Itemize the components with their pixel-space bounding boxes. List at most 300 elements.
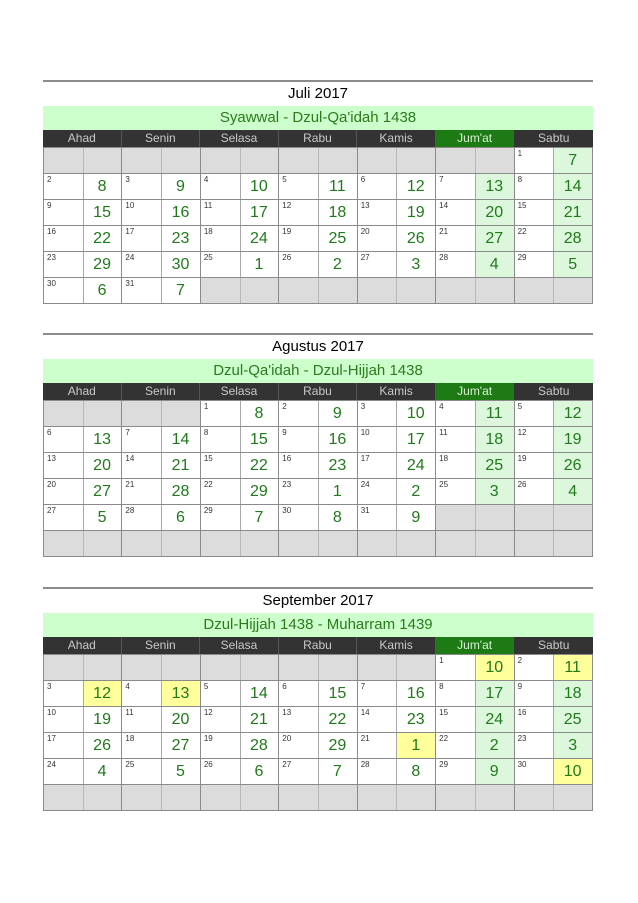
hijri-day: 18: [328, 204, 347, 221]
gregorian-day: 23: [47, 253, 56, 262]
hijri-day: 26: [563, 457, 582, 474]
gregorian-day: 20: [360, 227, 370, 236]
gregorian-day: 5: [282, 175, 287, 184]
gregorian-day: 19: [517, 454, 527, 463]
hijri-day: 19: [93, 711, 111, 728]
hijri-day: 11: [329, 178, 346, 195]
empty-day-cell: [279, 278, 357, 304]
gregorian-day: 23: [517, 734, 527, 743]
empty-day-cell: [201, 655, 279, 681]
hijri-day: 20: [485, 204, 504, 221]
gregorian-day: 21: [360, 734, 370, 743]
day-cell: [358, 759, 436, 785]
day-cell: [279, 453, 357, 479]
day-cell: [436, 226, 514, 252]
hijri-day: 25: [485, 457, 504, 474]
hijri-day: 8: [97, 178, 107, 195]
day-cell: [436, 174, 514, 200]
hijri-day: 28: [563, 230, 582, 247]
empty-day-cell: [515, 278, 593, 304]
day-cell: [358, 427, 436, 453]
hijri-day: 21: [171, 457, 190, 474]
day-cell: [201, 681, 279, 707]
gregorian-day: 23: [282, 480, 292, 489]
hijri-day: 13: [93, 431, 111, 448]
day-cell: [44, 733, 122, 759]
day-cell: [279, 505, 357, 531]
gregorian-day: 26: [203, 760, 213, 769]
day-cell: [44, 278, 122, 304]
gregorian-day: 3: [125, 175, 130, 184]
weekday-1: Senin: [122, 130, 201, 147]
hijri-day: 4: [568, 483, 578, 500]
hijri-day: 7: [568, 152, 578, 169]
day-cell: [279, 759, 357, 785]
empty-day-cell: [279, 655, 357, 681]
hijri-day: 20: [93, 457, 111, 474]
calendar-september: [43, 587, 593, 811]
hijri-day: 25: [563, 711, 582, 728]
empty-day-cell: [122, 655, 200, 681]
day-cell: [201, 174, 279, 200]
calendar-july: [43, 80, 593, 304]
day-cell: [515, 174, 593, 200]
day-cell: [436, 681, 514, 707]
gregorian-day: 13: [47, 454, 56, 463]
empty-day-cell: [436, 505, 514, 531]
day-grid: [43, 147, 593, 304]
hijri-title: Dzul-Qa'idah - Dzul-Hijjah 1438: [43, 359, 593, 383]
hijri-day: 5: [97, 509, 107, 526]
day-cell: [436, 200, 514, 226]
hijri-day: 22: [328, 711, 347, 728]
day-cell: [279, 226, 357, 252]
day-cell: [436, 759, 514, 785]
day-cell: [358, 252, 436, 278]
empty-day-cell: [44, 148, 122, 174]
gregorian-day: 12: [282, 201, 292, 210]
hijri-day: 2: [411, 483, 421, 500]
day-cell: [358, 505, 436, 531]
empty-day-cell: [515, 505, 593, 531]
day-cell: [515, 479, 593, 505]
empty-day-cell: [201, 785, 279, 811]
weekday-header: [43, 383, 593, 400]
day-cell: [515, 200, 593, 226]
day-cell: [279, 707, 357, 733]
gregorian-day: 7: [360, 682, 366, 691]
hijri-day: 2: [332, 256, 342, 273]
hijri-day: 10: [563, 763, 582, 780]
hijri-day: 18: [563, 685, 582, 702]
day-cell: [44, 707, 122, 733]
day-cell: [515, 759, 593, 785]
hijri-day: 8: [254, 405, 264, 422]
day-cell: [358, 453, 436, 479]
gregorian-day: 3: [360, 402, 366, 411]
gregorian-day: 10: [47, 708, 56, 717]
weekday-0: Ahad: [43, 383, 122, 400]
hijri-day: 16: [171, 204, 190, 221]
hijri-day: 29: [93, 256, 111, 273]
gregorian-day: 19: [203, 734, 213, 743]
day-cell: [436, 252, 514, 278]
gregorian-day: 11: [125, 708, 134, 717]
day-cell: [279, 479, 357, 505]
day-cell: [436, 655, 514, 681]
gregorian-day: 8: [517, 175, 523, 184]
hijri-day: 5: [176, 763, 185, 780]
gregorian-day: 8: [203, 428, 209, 437]
day-cell: [122, 200, 200, 226]
day-cell: [122, 453, 200, 479]
hijri-day: 27: [171, 737, 190, 754]
hijri-day: 6: [97, 282, 107, 299]
hijri-day: 21: [250, 711, 268, 728]
gregorian-day: 19: [282, 227, 292, 236]
gregorian-day: 24: [360, 480, 370, 489]
gregorian-day: 21: [439, 227, 449, 236]
empty-day-cell: [122, 785, 200, 811]
gregorian-day: 7: [125, 428, 130, 437]
hijri-day: 23: [406, 711, 425, 728]
hijri-day: 4: [97, 763, 107, 780]
empty-day-cell: [515, 785, 593, 811]
hijri-day: 1: [254, 256, 264, 273]
weekday-3: Rabu: [279, 637, 358, 654]
day-cell: [279, 681, 357, 707]
day-cell: [201, 759, 279, 785]
gregorian-day: 6: [360, 175, 366, 184]
day-cell: [201, 427, 279, 453]
empty-day-cell: [44, 655, 122, 681]
gregorian-day: 13: [282, 708, 292, 717]
empty-day-cell: [44, 785, 122, 811]
hijri-day: 14: [563, 178, 582, 195]
empty-day-cell: [436, 531, 514, 557]
weekday-3: Rabu: [279, 383, 358, 400]
month-title: September 2017: [262, 592, 374, 609]
hijri-day: 22: [250, 457, 268, 474]
day-cell: [515, 681, 593, 707]
gregorian-day: 10: [125, 201, 135, 210]
gregorian-day: 11: [439, 428, 448, 437]
day-cell: [515, 226, 593, 252]
hijri-day: 6: [176, 509, 185, 526]
day-cell: [358, 226, 436, 252]
hijri-day: 17: [250, 204, 268, 221]
hijri-day: 1: [411, 737, 421, 754]
empty-day-cell: [436, 148, 514, 174]
weekday-2: Selasa: [200, 637, 279, 654]
weekday-0: Ahad: [43, 130, 122, 147]
hijri-day: 13: [485, 178, 504, 195]
hijri-day: 2: [489, 737, 499, 754]
day-cell: [44, 252, 122, 278]
gregorian-day: 4: [203, 175, 209, 184]
day-cell: [515, 148, 593, 174]
day-cell: [122, 707, 200, 733]
hijri-day: 12: [406, 178, 425, 195]
day-cell: [122, 733, 200, 759]
day-cell: [44, 479, 122, 505]
empty-day-cell: [122, 148, 200, 174]
gregorian-day: 7: [439, 175, 444, 184]
gregorian-day: 31: [360, 506, 370, 515]
gregorian-day: 29: [203, 506, 213, 515]
gregorian-day: 14: [125, 454, 135, 463]
day-cell: [201, 453, 279, 479]
empty-day-cell: [436, 278, 514, 304]
gregorian-day: 1: [439, 656, 444, 665]
day-cell: [279, 252, 357, 278]
weekday-5: Jum'at: [436, 383, 515, 400]
month-title: Juli 2017: [287, 85, 349, 102]
empty-day-cell: [201, 148, 279, 174]
gregorian-day: 18: [203, 227, 213, 236]
day-cell: [201, 200, 279, 226]
weekday-1: Senin: [122, 383, 201, 400]
hijri-day: 3: [489, 483, 499, 500]
hijri-day: 3: [411, 256, 421, 273]
day-cell: [436, 707, 514, 733]
day-cell: [279, 401, 357, 427]
day-cell: [122, 759, 200, 785]
hijri-day: 15: [93, 204, 111, 221]
hijri-day: 24: [406, 457, 425, 474]
hijri-day: 8: [332, 509, 342, 526]
day-cell: [436, 453, 514, 479]
weekday-0: Ahad: [43, 637, 122, 654]
gregorian-day: 14: [360, 708, 370, 717]
gregorian-day: 17: [47, 734, 56, 743]
gregorian-day: 2: [47, 175, 52, 184]
gregorian-day: 26: [517, 480, 527, 489]
empty-day-cell: [436, 785, 514, 811]
weekday-header: [43, 130, 593, 147]
gregorian-day: 22: [517, 227, 527, 236]
empty-day-cell: [358, 148, 436, 174]
hijri-day: 9: [411, 509, 421, 526]
day-cell: [358, 401, 436, 427]
day-cell: [358, 200, 436, 226]
weekday-header: [43, 637, 593, 654]
gregorian-day: 22: [439, 734, 449, 743]
empty-day-cell: [201, 531, 279, 557]
gregorian-day: 12: [203, 708, 213, 717]
day-grid: [43, 400, 593, 557]
hijri-day: 15: [250, 431, 268, 448]
day-cell: [201, 479, 279, 505]
day-cell: [358, 733, 436, 759]
hijri-day: 12: [93, 685, 111, 702]
weekday-6: Sabtu: [538, 131, 570, 145]
gregorian-day: 5: [517, 402, 523, 411]
hijri-day: 25: [328, 230, 347, 247]
day-cell: [44, 453, 122, 479]
day-cell: [122, 427, 200, 453]
gregorian-day: 22: [203, 480, 213, 489]
empty-day-cell: [358, 278, 436, 304]
hijri-day: 27: [485, 230, 504, 247]
empty-day-cell: [358, 655, 436, 681]
gregorian-day: 27: [282, 760, 292, 769]
hijri-day: 17: [406, 431, 425, 448]
day-cell: [515, 427, 593, 453]
gregorian-day: 24: [125, 253, 135, 262]
day-cell: [122, 479, 200, 505]
gregorian-day: 28: [360, 760, 370, 769]
gregorian-day: 16: [47, 227, 56, 236]
hijri-day: 27: [93, 483, 111, 500]
day-cell: [515, 707, 593, 733]
day-cell: [201, 226, 279, 252]
hijri-day: 8: [411, 763, 421, 780]
gregorian-day: 17: [125, 227, 135, 236]
empty-day-cell: [279, 531, 357, 557]
hijri-day: 19: [563, 431, 582, 448]
gregorian-day: 18: [439, 454, 449, 463]
day-cell: [44, 226, 122, 252]
gregorian-day: 1: [517, 149, 523, 158]
gregorian-day: 12: [517, 428, 527, 437]
gregorian-day: 29: [439, 760, 449, 769]
day-cell: [515, 401, 593, 427]
hijri-day: 5: [568, 256, 578, 273]
empty-day-cell: [201, 278, 279, 304]
hijri-day: 24: [250, 230, 268, 247]
day-cell: [122, 252, 200, 278]
day-cell: [515, 733, 593, 759]
gregorian-day: 30: [517, 760, 527, 769]
month-title: Agustus 2017: [272, 338, 364, 355]
hijri-day: 16: [328, 431, 347, 448]
hijri-day: 11: [485, 405, 503, 422]
hijri-day: 1: [332, 483, 342, 500]
hijri-day: 23: [171, 230, 190, 247]
day-cell: [436, 479, 514, 505]
hijri-day: 3: [568, 737, 578, 754]
hijri-title: Syawwal - Dzul-Qa'idah 1438: [43, 106, 593, 130]
empty-day-cell: [358, 785, 436, 811]
day-cell: [279, 427, 357, 453]
gregorian-day: 25: [203, 253, 213, 262]
gregorian-day: 27: [47, 506, 56, 515]
hijri-day: 29: [250, 483, 268, 500]
gregorian-day: 4: [125, 682, 130, 691]
weekday-2: Selasa: [200, 130, 279, 147]
empty-day-cell: [279, 785, 357, 811]
hijri-day: 24: [485, 711, 504, 728]
gregorian-day: 28: [439, 253, 449, 262]
gregorian-day: 6: [47, 428, 52, 437]
day-cell: [358, 174, 436, 200]
day-cell: [122, 681, 200, 707]
weekday-3: Rabu: [279, 130, 358, 147]
day-cell: [44, 427, 122, 453]
gregorian-day: 2: [282, 402, 287, 411]
day-cell: [201, 733, 279, 759]
gregorian-day: 25: [125, 760, 135, 769]
weekday-4: Kamis: [357, 130, 436, 147]
day-cell: [201, 505, 279, 531]
hijri-day: 30: [171, 256, 190, 273]
gregorian-day: 26: [282, 253, 292, 262]
weekday-4: Kamis: [357, 637, 436, 654]
hijri-day: 10: [485, 659, 504, 676]
empty-day-cell: [358, 531, 436, 557]
hijri-day: 10: [406, 405, 425, 422]
day-cell: [279, 200, 357, 226]
day-cell: [122, 505, 200, 531]
weekday-6: Sabtu: [538, 638, 570, 652]
hijri-day: 26: [93, 737, 111, 754]
day-cell: [201, 252, 279, 278]
hijri-day: 6: [254, 763, 264, 780]
gregorian-day: 2: [517, 656, 523, 665]
hijri-day: 10: [250, 178, 268, 195]
gregorian-day: 9: [517, 682, 523, 691]
day-cell: [436, 427, 514, 453]
gregorian-day: 31: [125, 279, 135, 288]
weekday-5: Jum'at: [436, 130, 515, 147]
hijri-day: 14: [171, 431, 190, 448]
hijri-day: 14: [250, 685, 268, 702]
gregorian-day: 16: [282, 454, 292, 463]
hijri-day: 28: [171, 483, 190, 500]
hijri-day: 16: [406, 685, 425, 702]
gregorian-day: 15: [517, 201, 527, 210]
gregorian-day: 15: [203, 454, 213, 463]
day-cell: [515, 252, 593, 278]
gregorian-day: 11: [203, 201, 213, 210]
gregorian-day: 9: [47, 201, 52, 210]
gregorian-day: 18: [125, 734, 135, 743]
gregorian-day: 29: [517, 253, 527, 262]
gregorian-day: 3: [47, 682, 52, 691]
gregorian-day: 20: [47, 480, 56, 489]
day-cell: [358, 707, 436, 733]
hijri-day: 18: [485, 431, 504, 448]
hijri-day: 23: [328, 457, 347, 474]
day-cell: [279, 174, 357, 200]
gregorian-day: 6: [282, 682, 287, 691]
hijri-day: 19: [406, 204, 425, 221]
gregorian-day: 4: [439, 402, 444, 411]
day-cell: [515, 453, 593, 479]
day-cell: [122, 174, 200, 200]
gregorian-day: 8: [439, 682, 444, 691]
hijri-day: 9: [489, 763, 499, 780]
hijri-day: 4: [489, 256, 499, 273]
day-cell: [44, 174, 122, 200]
hijri-day: 21: [563, 204, 582, 221]
empty-day-cell: [122, 401, 200, 427]
empty-day-cell: [279, 148, 357, 174]
day-cell: [44, 505, 122, 531]
gregorian-day: 14: [439, 201, 449, 210]
calendar-august: [43, 333, 593, 557]
empty-day-cell: [515, 531, 593, 557]
hijri-day: 11: [564, 659, 581, 676]
day-cell: [122, 226, 200, 252]
gregorian-day: 17: [360, 454, 370, 463]
gregorian-day: 9: [282, 428, 287, 437]
day-cell: [515, 655, 593, 681]
hijri-day: 7: [254, 509, 264, 526]
gregorian-day: 1: [203, 402, 209, 411]
gregorian-day: 16: [517, 708, 527, 717]
